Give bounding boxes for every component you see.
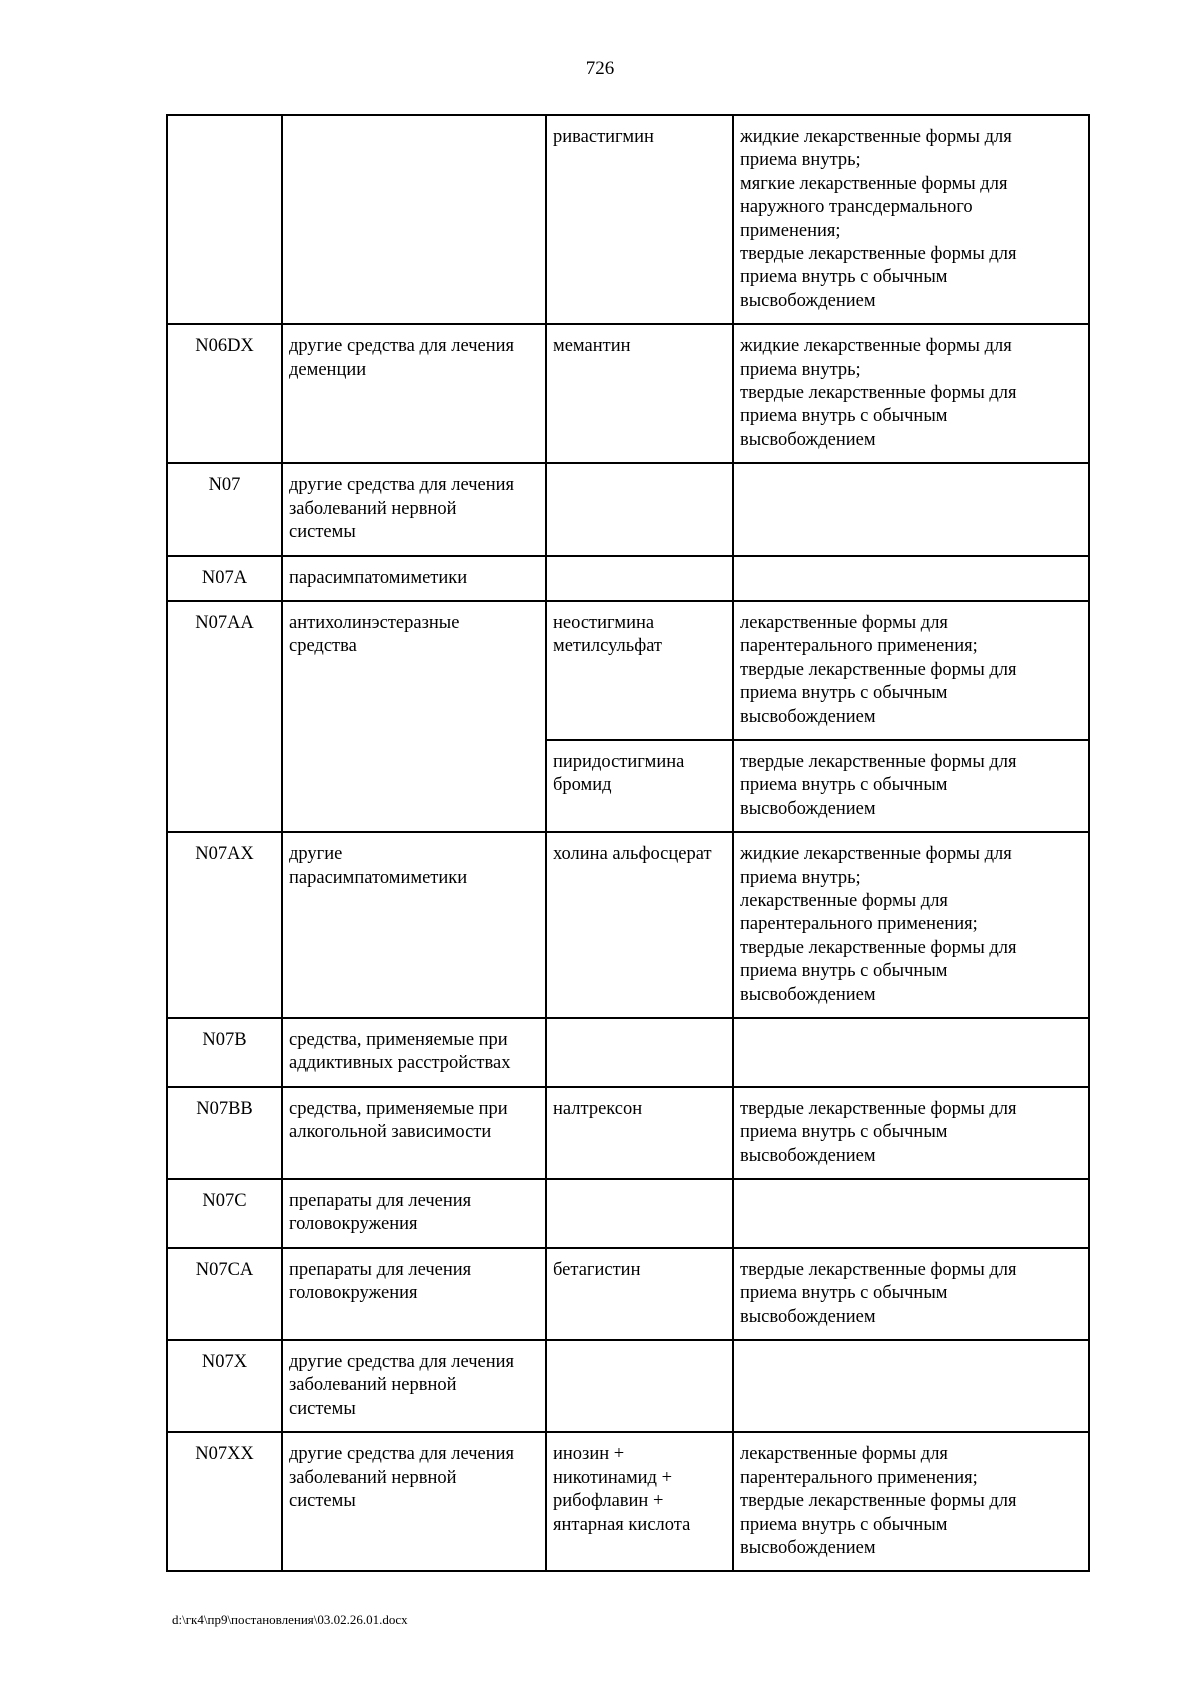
atc-code-cell: N07B [167,1018,282,1087]
cell-line: высвобождением [740,429,876,450]
cell-line: твердые лекарственные формы для [740,937,1017,958]
cell-line: лекарственные формы для [740,612,948,633]
cell-line: другие средства для лечения [289,475,515,496]
cell-line: мемантин [553,336,631,357]
dosage-forms-cell [733,1087,1089,1179]
atc-group-cell [282,1340,546,1432]
cell-line: системы [289,1398,356,1419]
cell-line: алкогольной зависимости [289,1122,492,1143]
cell-line: аддиктивных расстройствах [289,1053,511,1074]
cell-line: парасимпатомиметики [289,867,468,888]
atc-code-cell: N07X [167,1340,282,1432]
cell-line: применения; [740,220,841,241]
cell-line: лекарственные формы для [740,1444,948,1465]
cell-line: жидкие лекарственные формы для [740,336,1012,357]
cell-line: никотинамид + [553,1467,673,1488]
table-row [167,1179,1089,1248]
atc-group-cell [282,1179,546,1248]
drug-name-cell [546,463,733,555]
atc-group-cell [282,601,546,832]
drug-table [166,114,1090,1572]
cell-line: пиридостигмина [553,751,685,772]
drug-name-cell [546,556,733,601]
dosage-forms-cell [733,1179,1089,1248]
atc-code-cell: N07A [167,556,282,601]
footer-file-path: d:\гк4\пр9\постановления\03.02.26.01.docx [172,1612,408,1627]
cell-line: инозин + [553,1444,625,1465]
cell-line: метилсульфат [553,636,663,657]
cell-line: твердые лекарственные формы для [740,1491,1017,1512]
table-row [167,832,1089,1018]
cell-line: твердые лекарственные формы для [740,383,1017,404]
cell-line: бромид [553,775,612,796]
drug-name-cell [546,1432,733,1571]
atc-group-cell [282,463,546,555]
cell-line: заболеваний нервной [289,1375,457,1396]
dosage-forms-cell [733,1018,1089,1087]
cell-line: холина альфосцерат [553,844,712,865]
drug-name-cell [546,1179,733,1248]
cell-line: парентерального применения; [740,914,978,935]
table-row [167,601,1089,740]
cell-line: головокружения [289,1214,418,1235]
dosage-forms-cell [733,1432,1089,1571]
dosage-forms-cell [733,463,1089,555]
dosage-forms-cell [733,1340,1089,1432]
atc-code-cell: N07XX [167,1432,282,1571]
atc-code-cell: N07AA [167,601,282,832]
cell-line: заболеваний нервной [289,498,457,519]
atc-group-cell [282,832,546,1018]
dosage-forms-cell [733,115,1089,324]
cell-line: твердые лекарственные формы для [740,244,1017,265]
page-number: 726 [585,58,615,79]
cell-line: заболеваний нервной [289,1467,457,1488]
cell-line: приема внутрь с обычным [740,267,948,288]
cell-line: бетагистин [553,1259,641,1280]
atc-code-cell [167,115,282,324]
atc-group-cell [282,115,546,324]
cell-line: приема внутрь с обычным [740,683,948,704]
cell-line: приема внутрь с обычным [740,406,948,427]
atc-code-cell: N06DX [167,324,282,463]
dosage-forms-cell [733,324,1089,463]
cell-line: приема внутрь с обычным [740,1514,948,1535]
table-row [167,115,1089,324]
cell-line: приема внутрь; [740,867,861,888]
cell-line: высвобождением [740,984,876,1005]
dosage-forms-cell [733,556,1089,601]
cell-line: высвобождением [740,1306,876,1327]
cell-line: антихолинэстеразные [289,612,460,633]
atc-group-cell [282,1087,546,1179]
cell-line: жидкие лекарственные формы для [740,844,1012,865]
table-row [167,324,1089,463]
cell-line: янтарная кислота [553,1514,691,1535]
cell-line: другие средства для лечения [289,1352,515,1373]
table-row [167,556,1089,601]
cell-line: препараты для лечения [289,1259,472,1280]
table-row [167,1432,1089,1571]
atc-code-cell: N07C [167,1179,282,1248]
cell-line: лекарственные формы для [740,890,948,911]
cell-line: системы [289,1491,356,1512]
drug-name-cell [546,1018,733,1087]
cell-line: твердые лекарственные формы для [740,1259,1017,1280]
cell-line: парасимпатомиметики [289,567,468,588]
cell-line: приема внутрь с обычным [740,961,948,982]
atc-group-cell [282,1248,546,1340]
drug-name-cell [546,1248,733,1340]
dosage-forms-cell [733,832,1089,1018]
cell-line: приема внутрь с обычным [740,1283,948,1304]
drug-name-cell [546,601,733,740]
cell-line: средства, применяемые при [289,1098,508,1119]
table-row [167,1340,1089,1432]
table-row [167,1087,1089,1179]
cell-line: парентерального применения; [740,1467,978,1488]
atc-group-cell [282,556,546,601]
drug-name-cell [546,324,733,463]
cell-line: жидкие лекарственные формы для [740,127,1012,147]
atc-group-cell [282,1432,546,1571]
dosage-forms-cell [733,601,1089,740]
cell-line: высвобождением [740,706,876,727]
cell-line: средства, применяемые при [289,1030,508,1050]
cell-line: деменции [289,359,367,380]
cell-line: твердые лекарственные формы для [740,751,1017,772]
cell-line: высвобождением [740,798,876,819]
cell-line: твердые лекарственные формы для [740,1098,1017,1119]
dosage-forms-cell [733,1248,1089,1340]
cell-line: рибофлавин + [553,1491,664,1512]
drug-name-cell [546,832,733,1018]
atc-code-cell: N07AX [167,832,282,1018]
table-row [167,1248,1089,1340]
drug-name-cell [546,740,733,832]
cell-line: приема внутрь с обычным [740,775,948,796]
drug-name-cell [546,1087,733,1179]
cell-line: приема внутрь; [740,150,861,171]
cell-line: системы [289,522,356,543]
cell-line: другие [289,844,343,865]
cell-line: высвобождением [740,290,876,311]
drug-name-cell [546,1340,733,1432]
cell-line: другие средства для лечения [289,1444,515,1465]
table-row [167,1018,1089,1087]
atc-group-cell [282,324,546,463]
cell-line: средства [289,636,357,657]
dosage-forms-cell [733,740,1089,832]
cell-line: высвобождением [740,1145,876,1166]
cell-line: приема внутрь с обычным [740,1122,948,1143]
cell-line: неостигмина [553,612,655,633]
cell-line: наружного трансдермального [740,197,973,218]
cell-line: парентерального применения; [740,636,978,657]
atc-code-cell: N07CA [167,1248,282,1340]
cell-line: мягкие лекарственные формы для [740,173,1008,194]
cell-line: другие средства для лечения [289,336,515,357]
drug-table-body [167,115,1089,1571]
cell-line: препараты для лечения [289,1191,472,1212]
cell-line: головокружения [289,1283,418,1304]
cell-line: ривастигмин [553,127,654,147]
atc-group-cell [282,1018,546,1087]
cell-line: твердые лекарственные формы для [740,659,1017,680]
atc-code-cell: N07BB [167,1087,282,1179]
cell-line: налтрексон [553,1098,643,1119]
cell-line: высвобождением [740,1537,876,1558]
table-row [167,463,1089,555]
drug-name-cell [546,115,733,324]
cell-line: приема внутрь; [740,359,861,380]
atc-code-cell: N07 [167,463,282,555]
